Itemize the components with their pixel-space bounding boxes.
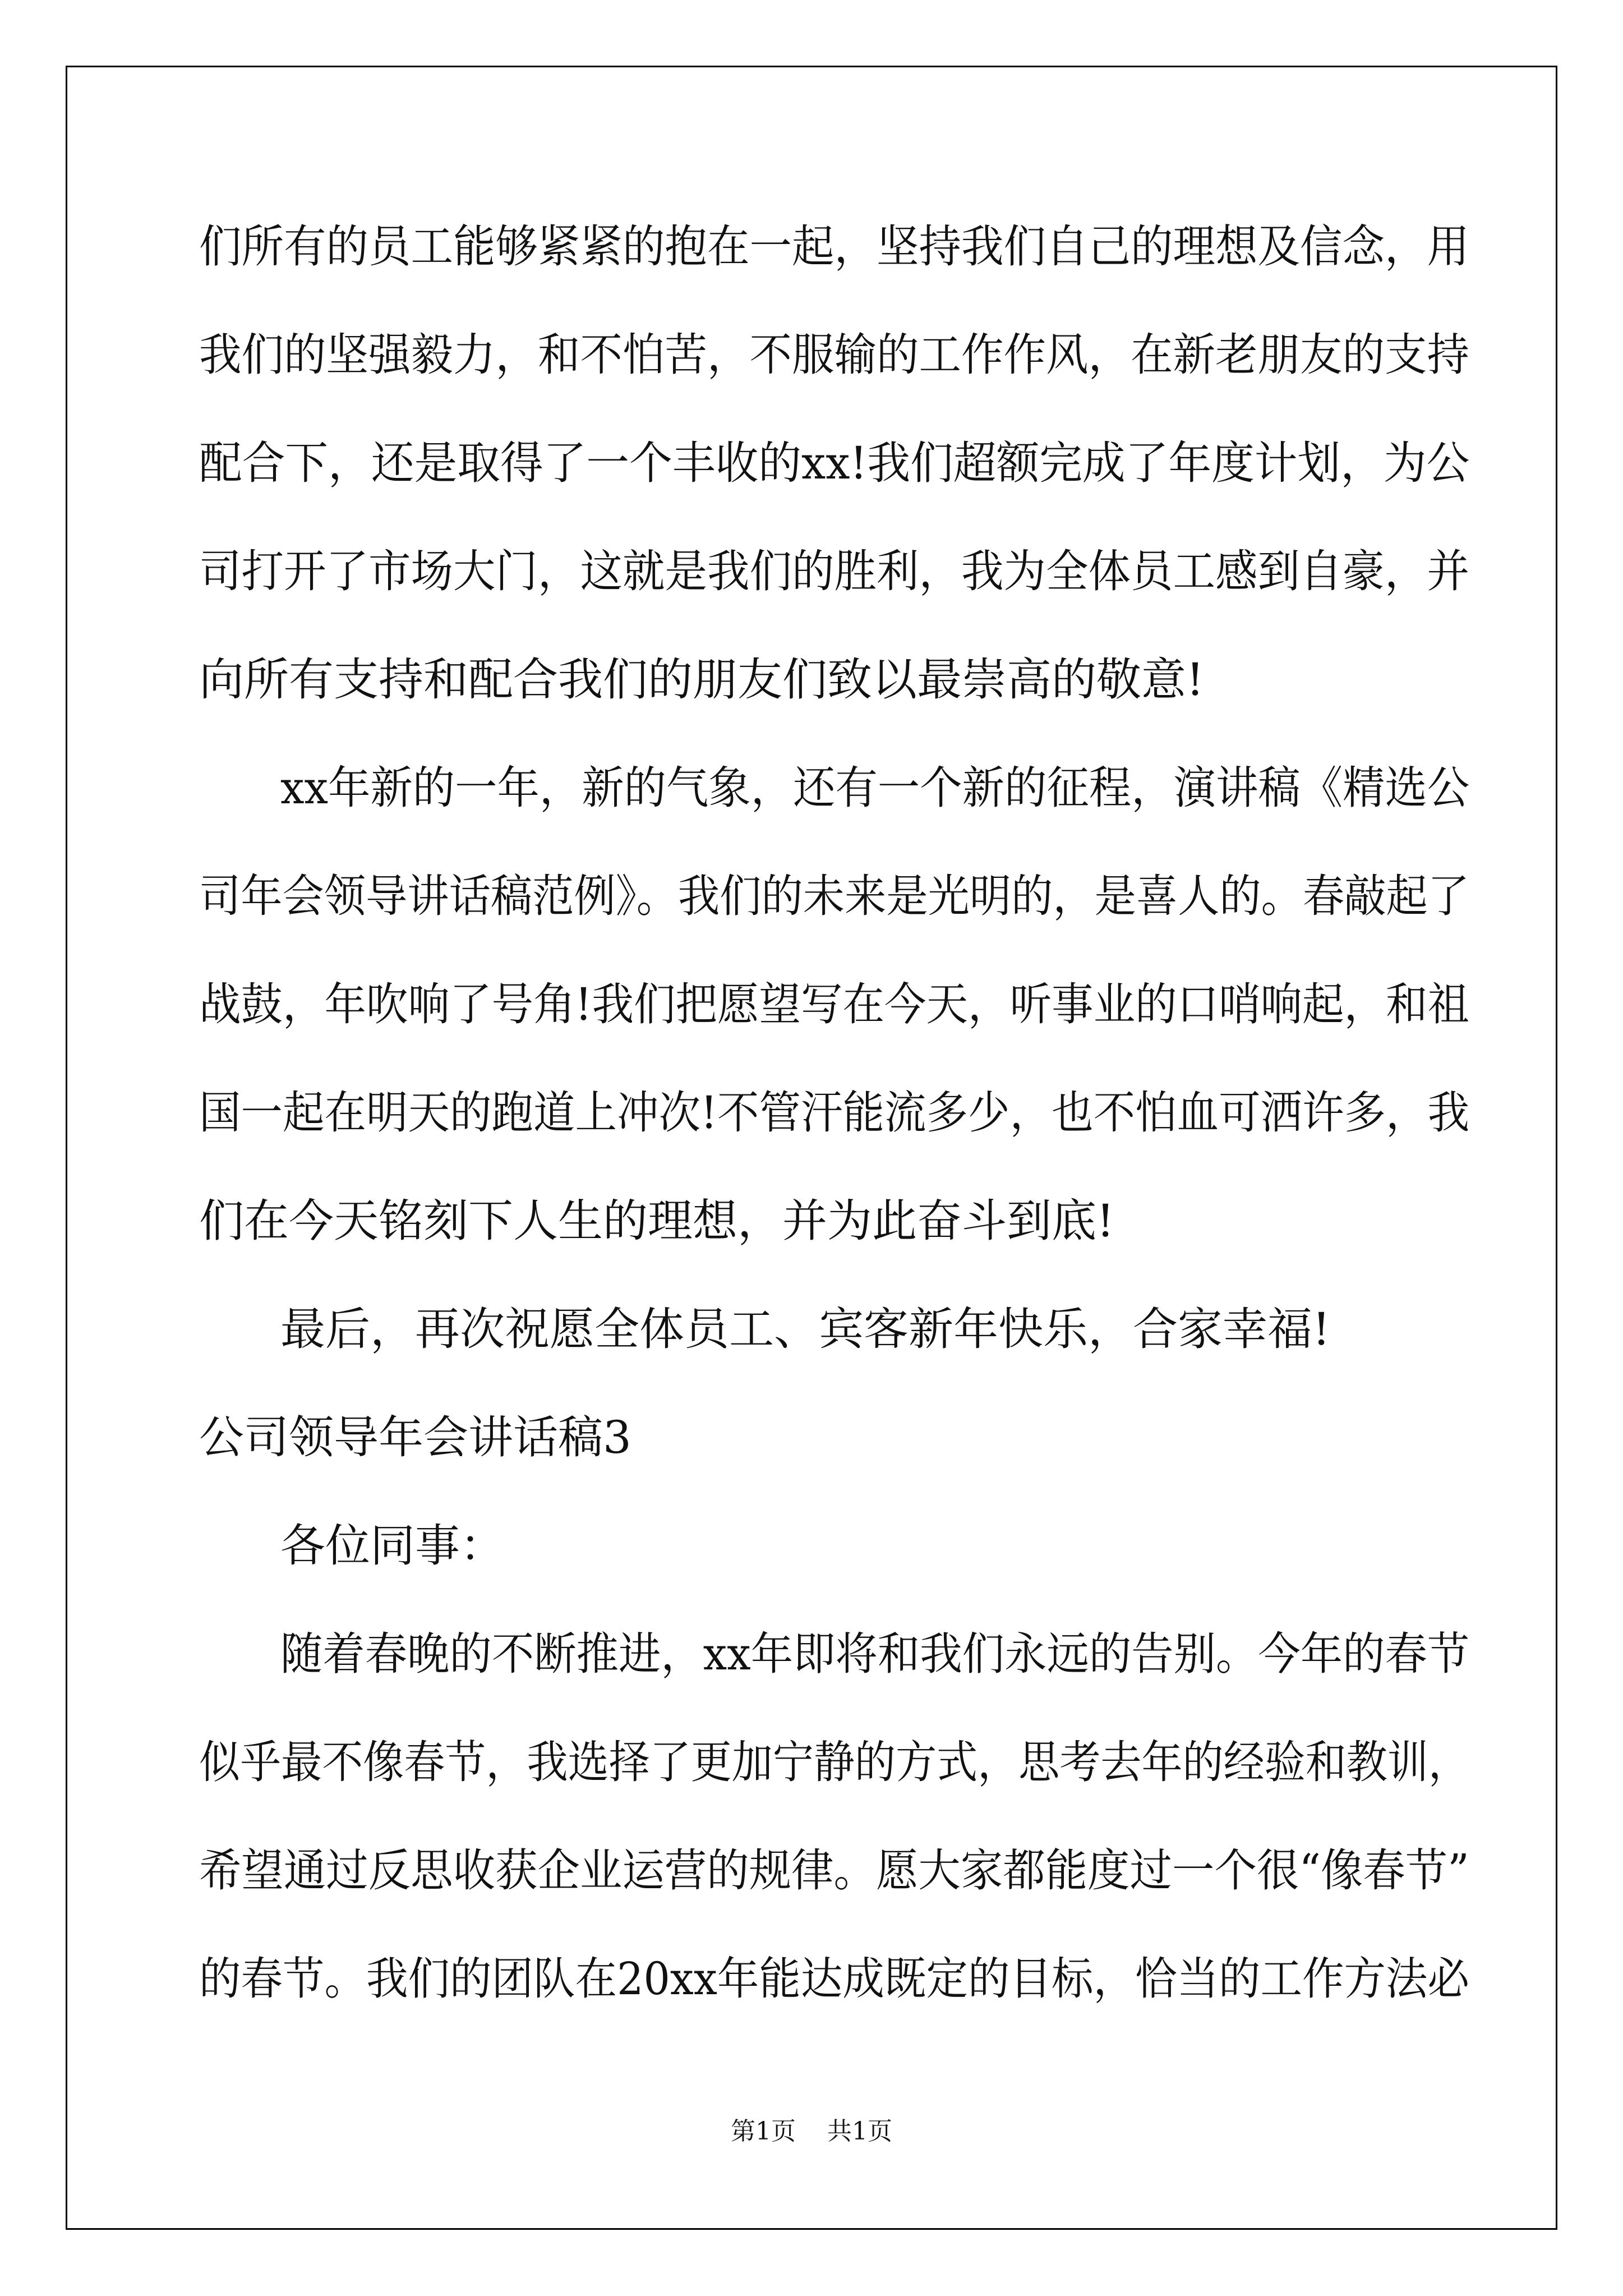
- text-line: 配合下，还是取得了一个丰收的xx!我们超额完成了年度计划，为公: [199, 437, 1470, 489]
- text-line: 随着春晚的不断推进，xx年即将和我们永远的告别。今年的春节: [280, 1628, 1470, 1680]
- text-line: xx年新的一年，新的气象，还有一个新的征程，演讲稿《精选公: [280, 762, 1470, 814]
- text-line: 司年会领导讲话稿范例》。我们的未来是光明的，是喜人的。春敲起了: [199, 870, 1469, 922]
- text-line: 国一起在明天的跑道上冲次!不管汗能流多少，也不怕血可洒许多，我: [199, 1087, 1470, 1139]
- text-line: 我们的坚强毅力，和不怕苦，不服输的工作作风，在新老朋友的支持: [199, 329, 1469, 381]
- text-line: 的春节。我们的团队在20xx年能达成既定的目标，恰当的工作方法必: [199, 1953, 1470, 2005]
- text-line: 司打开了市场大门，这就是我们的胜利，我为全体员工感到自豪，并: [199, 545, 1469, 597]
- salutation: 各位同事：: [280, 1520, 505, 1572]
- page-border: [66, 66, 1557, 2230]
- text-line: 战鼓，年吹响了号角!我们把愿望写在今天，听事业的口哨响起，和祖: [199, 978, 1470, 1030]
- page-footer: [0, 2119, 1623, 2144]
- text-line: 们所有的员工能够紧紧的抱在一起，坚持我们自己的理想及信念，用: [199, 220, 1469, 273]
- text-line: 似乎最不像春节，我选择了更加宁静的方式，思考去年的经验和教训，: [199, 1736, 1469, 1788]
- page-number: 第1页: [731, 2117, 796, 2146]
- section-title: 公司领导年会讲话稿3: [199, 1411, 631, 1464]
- text-line: 们在今天铭刻下人生的理想，并为此奋斗到底!: [199, 1195, 1115, 1247]
- text-line: 希望通过反思收获企业运营的规律。愿大家都能度过一个很“像春节”: [199, 1844, 1469, 1897]
- text-line: 向所有支持和配合我们的朋友们致以最崇高的敬意!: [199, 654, 1205, 706]
- page-total: 共1页: [827, 2117, 892, 2146]
- text-line: 最后，再次祝愿全体员工、宾客新年快乐，合家幸福!: [280, 1303, 1331, 1355]
